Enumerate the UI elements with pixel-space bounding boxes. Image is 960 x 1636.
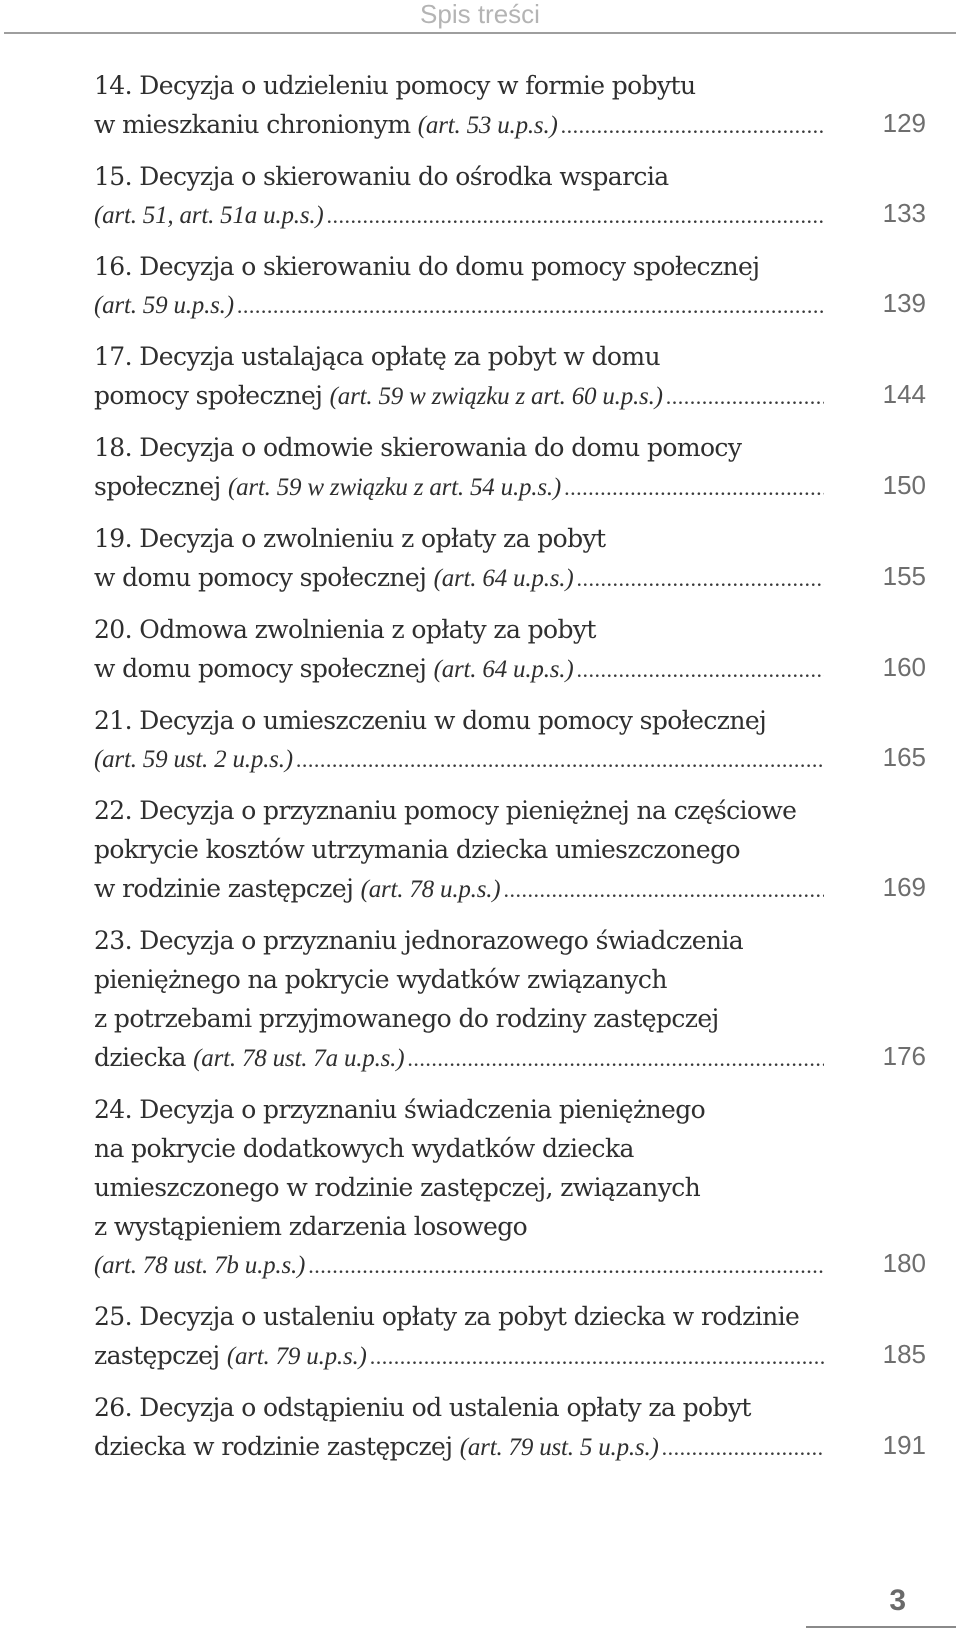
- legal-reference: (art. 59 ust. 2 u.p.s.): [94, 746, 293, 773]
- toc-entry-line-text: zastępczej: [94, 1341, 227, 1370]
- dot-leader: [662, 1428, 824, 1467]
- toc-page-number: 165: [882, 742, 926, 772]
- dot-leader: [308, 1246, 824, 1285]
- toc-entry-title: [94, 1388, 824, 1467]
- toc-page-number: 144: [882, 379, 926, 409]
- dot-leader: [296, 740, 824, 779]
- toc-entry[interactable]: [94, 428, 930, 507]
- toc-page-number: 150: [882, 470, 926, 500]
- toc-entry-line: 23. Decyzja o przyznaniu jednorazowego świadczenia: [94, 926, 744, 955]
- toc-entry[interactable]: [94, 337, 930, 416]
- toc-entry-title: [94, 428, 824, 507]
- dot-leader: [666, 377, 824, 416]
- toc-entry-line: 21. Decyzja o umieszczeniu w domu pomocy społecznej: [94, 706, 767, 735]
- toc-entry-last-line: [94, 1427, 824, 1467]
- toc-entry-line: 16. Decyzja o skierowaniu do domu pomocy społecznej: [94, 252, 760, 281]
- running-header: Spis treści: [420, 0, 540, 29]
- footer-rule: [806, 1626, 956, 1628]
- toc-entry-line: z potrzebami przyjmowanego do rodziny zastępczej: [94, 1004, 719, 1033]
- toc-entry-line: 17. Decyzja ustalająca opłatę za pobyt w domu: [94, 342, 660, 371]
- toc-entry-line-text: w mieszkaniu chronionym: [94, 110, 418, 139]
- toc-page-number: 160: [882, 652, 926, 682]
- legal-reference: (art. 78 u.p.s.): [360, 876, 501, 903]
- toc-entry-last-line: [94, 740, 824, 779]
- toc-page-number: 191: [882, 1430, 926, 1460]
- toc-entry-title: [94, 337, 824, 416]
- toc-entry-last-line: [94, 1038, 824, 1078]
- toc-entry-title: [94, 247, 824, 325]
- legal-reference: (art. 79 u.p.s.): [226, 1343, 367, 1370]
- toc-entry-line: 22. Decyzja o przyznaniu pomocy pieniężnej na częściowe: [94, 796, 797, 825]
- toc-entry-last-line: [94, 869, 824, 909]
- toc-entry-line: 18. Decyzja o odmowie skierowania do domu pomocy: [94, 433, 742, 462]
- toc-entry-line: z wystąpieniem zdarzenia losowego: [94, 1212, 528, 1241]
- dot-leader: [237, 286, 824, 325]
- toc-entry[interactable]: [94, 247, 930, 325]
- toc-entry[interactable]: [94, 610, 930, 689]
- toc-entry[interactable]: [94, 1090, 930, 1285]
- legal-reference: (art. 64 u.p.s.): [433, 565, 574, 592]
- toc-entry-title: [94, 610, 824, 689]
- table-of-contents: [94, 66, 930, 1479]
- toc-entry-title: [94, 791, 824, 909]
- toc-entry-last-line: [94, 558, 824, 598]
- toc-entry-line: pokrycie kosztów utrzymania dziecka umieszczonego: [94, 835, 740, 864]
- dot-leader: [576, 559, 824, 598]
- dot-leader: [327, 196, 824, 235]
- toc-entry-title: [94, 519, 824, 598]
- toc-entry-line-text: dziecka: [94, 1043, 194, 1072]
- toc-entry-last-line: [94, 105, 824, 145]
- toc-entry-title: [94, 921, 824, 1078]
- dot-leader: [561, 106, 824, 145]
- toc-entry-line-text: w domu pomocy społecznej: [94, 654, 434, 683]
- dot-leader: [407, 1039, 824, 1078]
- toc-entry-line-text: dziecka w rodzinie zastępczej: [94, 1432, 460, 1461]
- toc-entry-title: [94, 157, 824, 235]
- toc-entry-line: 15. Decyzja o skierowaniu do ośrodka wsparcia: [94, 162, 669, 191]
- toc-entry[interactable]: [94, 1297, 930, 1376]
- toc-entry[interactable]: [94, 921, 930, 1078]
- header-rule: [4, 32, 956, 34]
- toc-entry-line: 20. Odmowa zwolnienia z opłaty za pobyt: [94, 615, 596, 644]
- toc-entry-line: 14. Decyzja o udzieleniu pomocy w formie pobytu: [94, 71, 696, 100]
- toc-entry[interactable]: [94, 701, 930, 779]
- toc-entry-line-text: w rodzinie zastępczej: [94, 874, 361, 903]
- legal-reference: (art. 59 w związku z art. 60 u.p.s.): [329, 383, 663, 410]
- toc-page-number: 129: [882, 108, 926, 138]
- toc-entry-title: [94, 66, 824, 145]
- toc-page-number: 185: [882, 1339, 926, 1369]
- toc-entry[interactable]: [94, 519, 930, 598]
- dot-leader: [370, 1337, 824, 1376]
- toc-entry-last-line: [94, 376, 824, 416]
- toc-entry-title: [94, 701, 824, 779]
- toc-entry-line: umieszczonego w rodzinie zastępczej, związanych: [94, 1173, 701, 1202]
- toc-page-number: 176: [882, 1041, 926, 1071]
- toc-entry[interactable]: [94, 157, 930, 235]
- toc-entry-line: 24. Decyzja o przyznaniu świadczenia pieniężnego: [94, 1095, 706, 1124]
- legal-reference: (art. 78 ust. 7b u.p.s.): [94, 1252, 306, 1279]
- legal-reference: (art. 79 ust. 5 u.p.s.): [459, 1434, 659, 1461]
- legal-reference: (art. 64 u.p.s.): [433, 656, 574, 683]
- toc-page-number: 169: [882, 872, 926, 902]
- toc-entry-title: [94, 1090, 824, 1285]
- legal-reference: (art. 78 ust. 7a u.p.s.): [193, 1045, 405, 1072]
- toc-entry-last-line: [94, 196, 824, 235]
- toc-entry[interactable]: [94, 791, 930, 909]
- toc-page-number: 133: [882, 198, 926, 228]
- toc-entry-line-text: w domu pomocy społecznej: [94, 563, 434, 592]
- toc-entry-title: [94, 1297, 824, 1376]
- toc-entry-line: 19. Decyzja o zwolnieniu z opłaty za pobyt: [94, 524, 606, 553]
- toc-entry-line: 26. Decyzja o odstąpieniu od ustalenia opłaty za pobyt: [94, 1393, 751, 1422]
- dot-leader: [576, 650, 824, 689]
- legal-reference: (art. 51, art. 51a u.p.s.): [94, 202, 324, 229]
- toc-entry-line: pieniężnego na pokrycie wydatków związanych: [94, 965, 667, 994]
- legal-reference: (art. 53 u.p.s.): [417, 112, 558, 139]
- toc-entry[interactable]: [94, 1388, 930, 1467]
- toc-entry-last-line: [94, 286, 824, 325]
- toc-page-number: 155: [882, 561, 926, 591]
- toc-entry-last-line: [94, 1246, 824, 1285]
- toc-entry-line: 25. Decyzja o ustaleniu opłaty za pobyt dziecka w rodzinie: [94, 1302, 800, 1331]
- page-number: 3: [889, 1584, 906, 1617]
- dot-leader: [564, 468, 824, 507]
- toc-entry-line-text: pomocy społecznej: [94, 381, 330, 410]
- toc-page-number: 180: [882, 1248, 926, 1278]
- legal-reference: (art. 59 u.p.s.): [94, 292, 234, 319]
- toc-page-number: 139: [882, 288, 926, 318]
- toc-entry-last-line: [94, 1336, 824, 1376]
- toc-entry-line-text: społecznej: [94, 472, 228, 501]
- toc-entry-last-line: [94, 649, 824, 689]
- legal-reference: (art. 59 w związku z art. 54 u.p.s.): [227, 474, 562, 501]
- toc-entry[interactable]: [94, 66, 930, 145]
- toc-entry-last-line: [94, 467, 824, 507]
- dot-leader: [503, 870, 824, 909]
- toc-entry-line: na pokrycie dodatkowych wydatków dziecka: [94, 1134, 634, 1163]
